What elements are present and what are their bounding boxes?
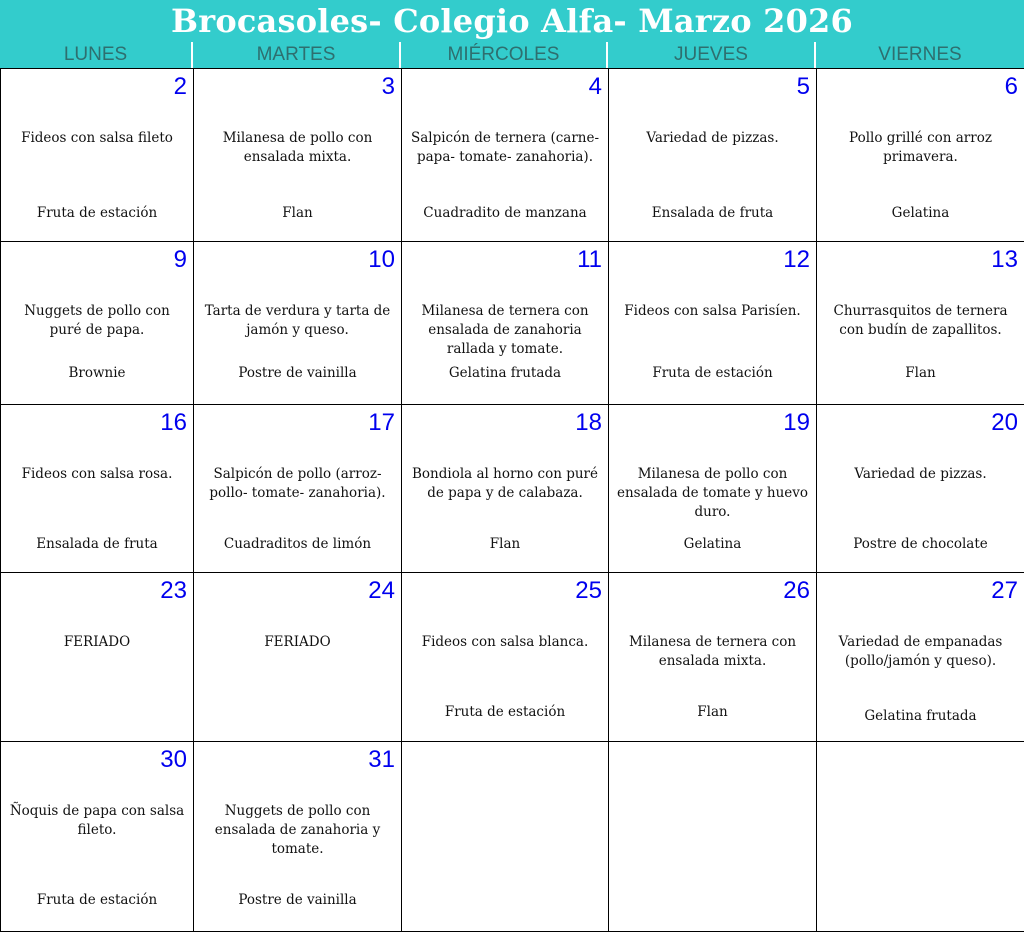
dessert: Gelatina frutada (864, 708, 977, 724)
day-number: 30 (160, 746, 187, 773)
day-number: 23 (160, 577, 187, 604)
main-dish: Salpicón de pollo (arroz- pollo- tomate- zanahoria). (209, 466, 386, 501)
weekday-thursday: JUEVES (608, 42, 816, 68)
day-number: 26 (783, 577, 810, 604)
day-number: 4 (588, 73, 602, 100)
main-dish: Variedad de empanadas (pollo/jamón y queso). (838, 634, 1003, 669)
weekday-friday: VIERNES (816, 42, 1024, 68)
menu-title: Brocasoles- Colegio Alfa- Marzo 2026 (0, 0, 1024, 42)
weekday-wednesday: MIÉRCOLES (401, 42, 608, 68)
day-number: 10 (368, 246, 395, 273)
weekday-monday: LUNES (0, 42, 193, 68)
calendar-day-cell (1, 241, 194, 404)
day-number: 12 (783, 246, 810, 273)
day-number: 3 (381, 73, 395, 100)
calendar-day-cell (402, 572, 609, 741)
dessert: Postre de vainilla (238, 365, 357, 381)
calendar-day-cell (817, 741, 1024, 932)
day-number: 25 (575, 577, 602, 604)
calendar-day-cell (817, 68, 1024, 241)
dessert: Postre de vainilla (238, 892, 357, 908)
main-dish: Pollo grillé con arroz primavera. (849, 130, 992, 165)
day-number: 11 (577, 246, 602, 273)
main-dish: Nuggets de pollo con puré de papa. (24, 303, 170, 338)
calendar-grid (0, 68, 1024, 932)
dessert: Brownie (68, 365, 126, 381)
day-number: 13 (991, 246, 1018, 273)
day-number: 18 (575, 409, 602, 436)
calendar-day-cell (402, 68, 609, 241)
calendar-day-cell (609, 404, 817, 572)
day-number: 19 (783, 409, 810, 436)
main-dish: Milanesa de pollo con ensalada de tomate y huevo duro. (616, 466, 809, 520)
calendar-day-cell (609, 68, 817, 241)
dessert: Flan (697, 704, 728, 720)
main-dish: Milanesa de ternera con ensalada mixta. (628, 634, 797, 669)
calendar-day-cell (817, 404, 1024, 572)
main-dish: Bondiola al horno con puré de papa y de calabaza. (412, 466, 598, 501)
main-dish: Nuggets de pollo con ensalada de zanahoria y tomate. (214, 803, 381, 857)
dessert: Flan (282, 205, 313, 221)
main-dish: Salpicón de ternera (carne- papa- tomate- zanahoria). (410, 130, 600, 165)
calendar-day-cell (609, 741, 817, 932)
dessert: Flan (489, 536, 521, 552)
day-number: 17 (368, 409, 395, 436)
day-number: 27 (991, 577, 1018, 604)
dessert: Gelatina (891, 205, 950, 221)
dessert: Fruta de estación (444, 704, 566, 720)
main-dish: Fideos con salsa Parisíen. (624, 303, 801, 319)
dessert: Ensalada de fruta (651, 205, 774, 221)
main-dish: Fideos con salsa fileto (21, 130, 173, 146)
main-dish: Tarta de verdura y tarta de jamón y queso. (204, 303, 391, 338)
dessert: Cuadraditos de limón (223, 536, 372, 552)
calendar-day-cell (1, 404, 194, 572)
calendar-day-cell (194, 68, 402, 241)
dessert: Gelatina frutada (448, 365, 562, 381)
main-dish: Fideos con salsa rosa. (21, 466, 173, 482)
dessert: Fruta de estación (36, 205, 158, 221)
calendar-day-cell (1, 68, 194, 241)
calendar-day-cell (1, 572, 194, 741)
main-dish: Variedad de pizzas. (646, 130, 779, 146)
dessert: Gelatina (683, 536, 742, 552)
calendar-day-cell (609, 241, 817, 404)
weekday-header-row (0, 42, 1024, 68)
day-number: 2 (173, 73, 187, 100)
main-dish: Fideos con salsa blanca. (421, 634, 589, 650)
calendar-day-cell (402, 404, 609, 572)
main-dish: Milanesa de ternera con ensalada de zanahoria rallada y tomate. (421, 303, 589, 357)
day-number: 24 (368, 577, 395, 604)
calendar-day-cell (194, 404, 402, 572)
dessert: Fruta de estación (36, 892, 158, 908)
calendar-day-cell (817, 241, 1024, 404)
dessert: Fruta de estación (652, 365, 773, 381)
day-number: 16 (160, 409, 187, 436)
dessert: Ensalada de fruta (36, 536, 158, 552)
calendar-day-cell (194, 741, 402, 932)
calendar-day-cell (194, 572, 402, 741)
dessert: Cuadradito de manzana (423, 205, 587, 221)
dessert: Postre de chocolate (853, 536, 988, 552)
main-dish: Churrasquitos de ternera con budín de zapallitos. (833, 303, 1008, 338)
calendar-day-cell (1, 741, 194, 932)
main-dish: Ñoquis de papa con salsa fileto. (9, 803, 185, 838)
main-dish: Variedad de pizzas. (854, 466, 987, 482)
day-number: 5 (796, 73, 810, 100)
calendar-day-cell (402, 741, 609, 932)
day-number: 6 (1004, 73, 1018, 100)
calendar-day-cell (817, 572, 1024, 741)
calendar-day-cell (609, 572, 817, 741)
main-dish: FERIADO (63, 634, 131, 650)
day-number: 31 (368, 746, 395, 773)
calendar-day-cell (402, 241, 609, 404)
day-number: 9 (173, 246, 187, 273)
dessert: Flan (905, 365, 936, 381)
calendar-day-cell (194, 241, 402, 404)
weekday-tuesday: MARTES (193, 42, 401, 68)
main-dish: Milanesa de pollo con ensalada mixta. (222, 130, 373, 165)
main-dish: FERIADO (264, 634, 331, 650)
day-number: 20 (991, 409, 1018, 436)
